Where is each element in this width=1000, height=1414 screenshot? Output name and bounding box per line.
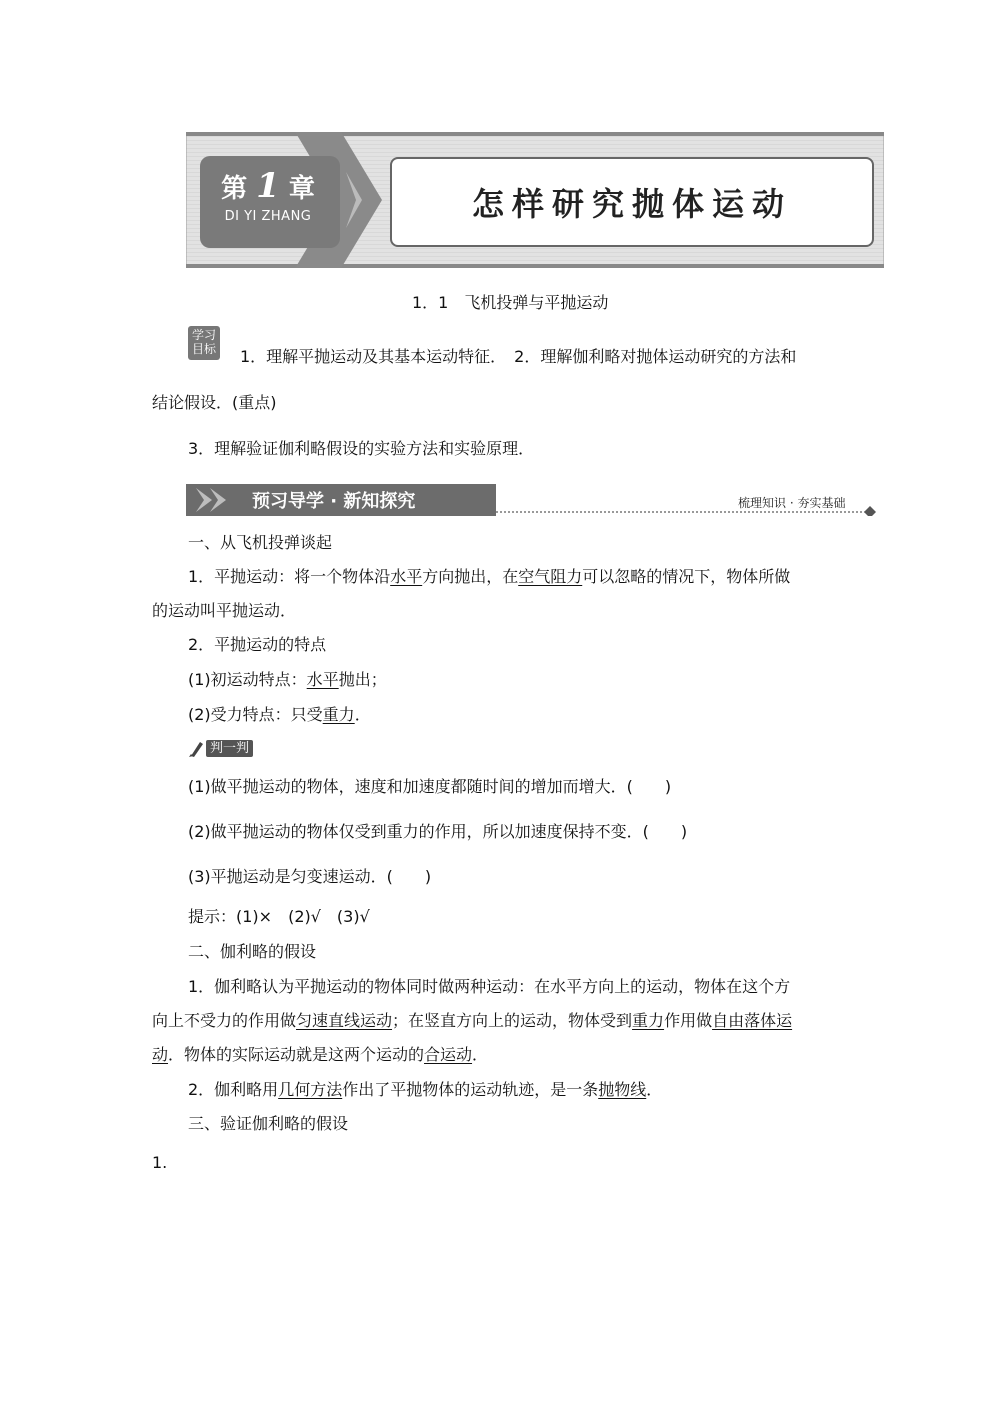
section-subtitle: 梳理知识 · 夯实基础 <box>738 496 846 510</box>
lesson-title: 1．1 飞机投弹与平抛运动 <box>412 293 609 312</box>
judge-question-3: (3)平抛运动是匀变速运动．( ) <box>188 867 432 886</box>
blank-answer: 重力 <box>632 1011 665 1030</box>
blank-answer: 抛物线 <box>598 1080 647 1099</box>
chapter-title-box <box>390 157 874 247</box>
part1-paragraph-3: (1)初运动特点：水平抛出； <box>188 670 387 689</box>
blank-answer: 空气阻力 <box>518 567 583 586</box>
judge-question-2: (2)做平抛运动的物体仅受到重力的作用，所以加速度保持不变．( ) <box>188 822 688 841</box>
part1-paragraph-1b: 的运动叫平抛运动． <box>152 601 297 620</box>
chapter-pinyin: DI YI ZHANG <box>224 209 312 224</box>
part2-paragraph-2: 2．伽利略用几何方法作出了平抛物体的运动轨迹，是一条抛物线． <box>188 1080 663 1099</box>
part1-paragraph-2: 2．平抛运动的特点 <box>188 635 327 654</box>
pen-icon <box>188 740 204 758</box>
objectives-line-3: 3．理解验证伽利略假设的实验方法和实验原理． <box>188 439 535 458</box>
part1-paragraph-1: 1．平抛运动：将一个物体沿水平方向抛出，在空气阻力可以忽略的情况下，物体所做 <box>188 567 791 586</box>
part2-paragraph-1b: 向上不受力的作用做匀速直线运动；在竖直方向上的运动，物体受到重力作用做自由落体运 <box>152 1011 793 1030</box>
blank-answer: 自由落体运 <box>712 1011 793 1030</box>
blank-answer: 水平 <box>390 567 423 586</box>
part2-paragraph-1a: 1．伽利略认为平抛运动的物体同时做两种运动：在水平方向上的运动，物体在这个方 <box>188 977 791 996</box>
chapter-title: 怎样研究抛体运动 <box>471 185 792 223</box>
part1-paragraph-4: (2)受力特点：只受重力． <box>188 705 371 724</box>
part3-heading: 三、验证伽利略的假设 <box>188 1114 349 1133</box>
part1-heading: 一、从飞机投弹谈起 <box>188 533 333 552</box>
objectives-line-1: 1．理解平抛运动及其基本运动特征． 2．理解伽利略对抛体运动研究的方法和 <box>240 347 797 366</box>
blank-answer: 合运动 <box>424 1045 473 1064</box>
judge-hint: 提示：(1)× (2)√ (3)√ <box>188 907 370 926</box>
part2-paragraph-1c: 动．物体的实际运动就是这两个运动的合运动． <box>152 1045 489 1064</box>
judge-question-1: (1)做平抛运动的物体，速度和加速度都随时间的增加而增大．( ) <box>188 777 672 796</box>
blank-answer: 水平 <box>306 670 339 689</box>
judge-label: 判一判 <box>206 740 253 757</box>
blank-answer: 几何方法 <box>278 1080 343 1099</box>
objectives-tag: 学习 目标 <box>188 326 220 360</box>
blank-answer: 动 <box>152 1045 169 1064</box>
objectives-line-2: 结论假设．(重点) <box>152 393 277 412</box>
blank-answer: 重力 <box>322 705 355 724</box>
part2-heading: 二、伽利略的假设 <box>188 942 317 961</box>
blank-answer: 匀速直线运动 <box>296 1011 393 1030</box>
chapter-label: 第 1 章 DI YI ZHANG <box>200 156 336 244</box>
section-title: 预习导学 · 新知探究 <box>252 491 416 512</box>
part3-paragraph-1: 1. <box>152 1153 168 1172</box>
